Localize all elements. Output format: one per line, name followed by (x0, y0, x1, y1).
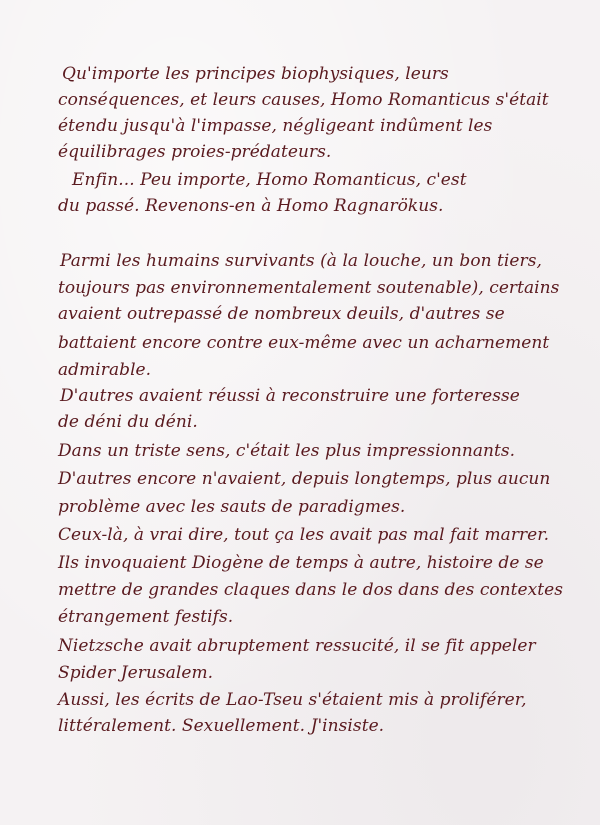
text-line: du passé. Revenons-en à Homo Ragnarökus. (58, 196, 444, 216)
text-line: étendu jusqu'à l'impasse, négligeant indûment les (58, 116, 493, 136)
text-line: de déni du déni. (58, 412, 198, 432)
text-line: D'autres encore n'avaient, depuis longtemps, plus aucun (58, 469, 551, 489)
text-line: Dans un triste sens, c'était les plus impressionnants. (58, 441, 516, 461)
text-line: Ceux-là, à vrai dire, tout ça les avait pas mal fait marrer. (58, 525, 550, 545)
text-line: Parmi les humains survivants (à la louche, un bon tiers, (60, 251, 542, 271)
text-line: conséquences, et leurs causes, Homo Romanticus s'était (58, 90, 549, 110)
text-line: battaient encore contre eux-même avec un acharnement (58, 333, 550, 353)
text-line: étrangement festifs. (58, 607, 234, 627)
text-line: Nietzsche avait abruptement ressucité, il se fit appeler (58, 636, 536, 656)
text-line: Ils invoquaient Diogène de temps à autre, histoire de se (58, 553, 544, 573)
text-line: Enfin... Peu importe, Homo Romanticus, c'est (72, 170, 467, 190)
text-line: Aussi, les écrits de Lao-Tseu s'étaient mis à proliférer, (58, 690, 527, 710)
text-line: Spider Jerusalem. (58, 663, 214, 683)
text-line: admirable. (58, 360, 152, 380)
text-line: équilibrages proies-prédateurs. (58, 142, 332, 162)
text-line: littéralement. Sexuellement. J'insiste. (58, 716, 385, 736)
text-line: D'autres avaient réussi à reconstruire une forteresse (60, 386, 520, 406)
text-line: avaient outrepassé de nombreux deuils, d'autres se (58, 304, 505, 324)
text-line: mettre de grandes claques dans le dos dans des contextes (58, 580, 564, 600)
text-line: Qu'importe les principes biophysiques, leurs (62, 64, 449, 84)
text-line: toujours pas environnementalement soutenable), certains (58, 278, 560, 298)
text-line: problème avec les sauts de paradigmes. (58, 497, 406, 517)
